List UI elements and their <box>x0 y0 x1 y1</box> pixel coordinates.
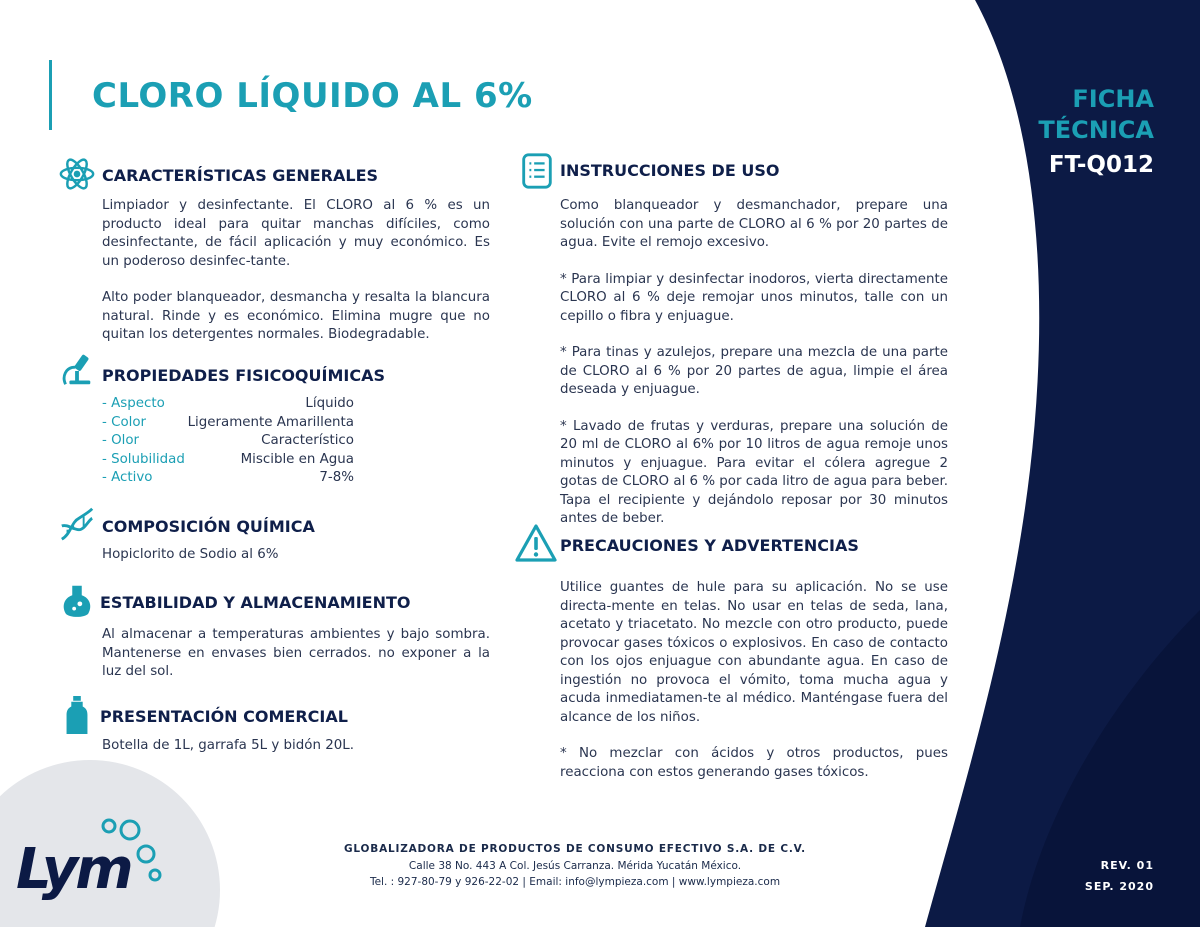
presentacion-text: Botella de 1L, garrafa 5L y bidón 20L. <box>102 738 354 753</box>
property-value: Ligeramente Amarillenta <box>187 414 354 430</box>
checklist-icon <box>518 152 556 190</box>
dna-icon <box>58 505 96 543</box>
property-row <box>102 414 354 433</box>
property-value: Miscible en Agua <box>240 451 354 467</box>
caracteristicas-paragraph-2: Alto poder blanqueador, desmancha y resalta la blancura natural. Rinde y es económico. Elimina mugre que no quitan los detergentes normales. Biodegradable. <box>102 290 490 342</box>
property-value: Característico <box>261 433 354 448</box>
section-title-estabilidad: ESTABILIDAD Y ALMACENAMIENTO <box>100 593 411 612</box>
title-accent-bar <box>49 60 52 130</box>
precauciones-paragraph-1: Utilice guantes de hule para su aplicación. No se use directa-mente en telas. No usar en telas de seda, lana, acetato y triacetato. No mezcle con otro producto, puede provocar gases tóxicos o explosivos. En caso de contacto con los ojos enjuague con abundante agua. En caso de ingestión no provoca el vómito, toma mucha agua y acuda inmediatamen-te al médico. Manténgase fuera del alcance de los niños. <box>560 580 948 725</box>
lym-logo <box>14 812 174 902</box>
footer-contact: Tel. : 927-80-79 y 926-22-02 | Email: info@lympieza.com | www.lympieza.com <box>369 876 781 888</box>
property-row <box>102 451 354 470</box>
revision-number: REV. 01 <box>1100 859 1154 872</box>
instrucciones-paragraph-4: * Lavado de frutas y verduras, prepare una solución de 20 ml de CLORO al 6% por 10 litros de agua remoje unos minutos y enjuague. Para evitar el cólera agregue 2 gotas de CLORO al 6 % por cada litro de agua para beber. Tapa el recipiente y dejándolo reposar por 30 minutos antes de beber. <box>560 418 948 526</box>
property-label: - Color <box>102 414 147 430</box>
precauciones-text <box>560 579 948 782</box>
instrucciones-text <box>560 197 948 529</box>
footer <box>260 843 890 890</box>
caracteristicas-paragraph-1: Limpiador y desinfectante. El CLORO al 6 % es un producto ideal para quitar manchas difíciles, como desinfectante, de fácil aplicación y muy económico. Es un poderoso desinfec-tante. <box>102 198 490 269</box>
document-code: FT-Q012 <box>1048 152 1154 178</box>
revision-info <box>1085 855 1154 897</box>
property-label: - Olor <box>102 433 140 448</box>
logo-text: Lym <box>16 837 131 902</box>
precauciones-paragraph-2: * No mezclar con ácidos y otros productos, pues reacciona con estos generando gases tóxicos. <box>560 746 948 780</box>
ficha-line-2: TÉCNICA <box>1038 116 1154 144</box>
ficha-line-1: FICHA <box>1072 85 1154 113</box>
instrucciones-paragraph-2: * Para limpiar y desinfectar inodoros, vierta directamente CLORO al 6 % deje remojar unos minutos, talle con un cepillo o fibra y enjuague. <box>560 271 948 324</box>
footer-address: Calle 38 No. 443 A Col. Jesús Carranza. Mérida Yucatán México. <box>408 860 742 872</box>
properties-table <box>102 395 354 488</box>
property-row <box>102 432 354 451</box>
section-title-precauciones: PRECAUCIONES Y ADVERTENCIAS <box>560 536 859 555</box>
atom-icon <box>58 155 96 193</box>
bottle-icon <box>58 696 96 734</box>
property-value: 7-8% <box>319 470 354 485</box>
ficha-tecnica-label <box>1038 84 1154 146</box>
flask-icon <box>58 582 96 620</box>
property-label: - Activo <box>102 470 153 485</box>
caracteristicas-text <box>102 197 490 345</box>
instrucciones-paragraph-3: * Para tinas y azulejos, prepare una mezcla de una parte de CLORO al 6 % por 20 partes de agua, limpie el área deseada y enjuague. <box>560 345 948 397</box>
page-title: CLORO LÍQUIDO AL 6% <box>92 76 533 116</box>
microscope-icon <box>58 352 96 390</box>
property-row <box>102 395 354 414</box>
property-row <box>102 469 354 488</box>
instrucciones-paragraph-1: Como blanqueador y desmanchador, prepare una solución con una parte de CLORO al 6 % por 20 partes de agua. Evite el remojo excesivo. <box>560 198 948 250</box>
property-label: - Solubilidad <box>102 451 185 467</box>
section-title-presentacion: PRESENTACIÓN COMERCIAL <box>100 707 348 726</box>
estabilidad-text: Al almacenar a temperaturas ambientes y bajo sombra. Mantenerse en envases bien cerrados. no exponer a la luz del sol. <box>102 627 490 679</box>
composicion-text: Hopiclorito de Sodio al 6% <box>102 547 279 562</box>
revision-date: SEP. 2020 <box>1084 880 1154 893</box>
section-title-caracteristicas: CARACTERÍSTICAS GENERALES <box>102 166 379 185</box>
footer-company: GLOBALIZADORA DE PRODUCTOS DE CONSUMO EFECTIVO S.A. DE C.V. <box>344 843 806 855</box>
property-value: Líquido <box>305 396 354 411</box>
section-title-composicion: COMPOSICIÓN QUÍMICA <box>102 517 315 536</box>
property-label: - Aspecto <box>102 396 165 411</box>
warning-icon <box>514 522 558 564</box>
section-title-instrucciones: INSTRUCCIONES DE USO <box>560 161 780 180</box>
section-title-propiedades: PROPIEDADES FISICOQUÍMICAS <box>102 366 385 385</box>
